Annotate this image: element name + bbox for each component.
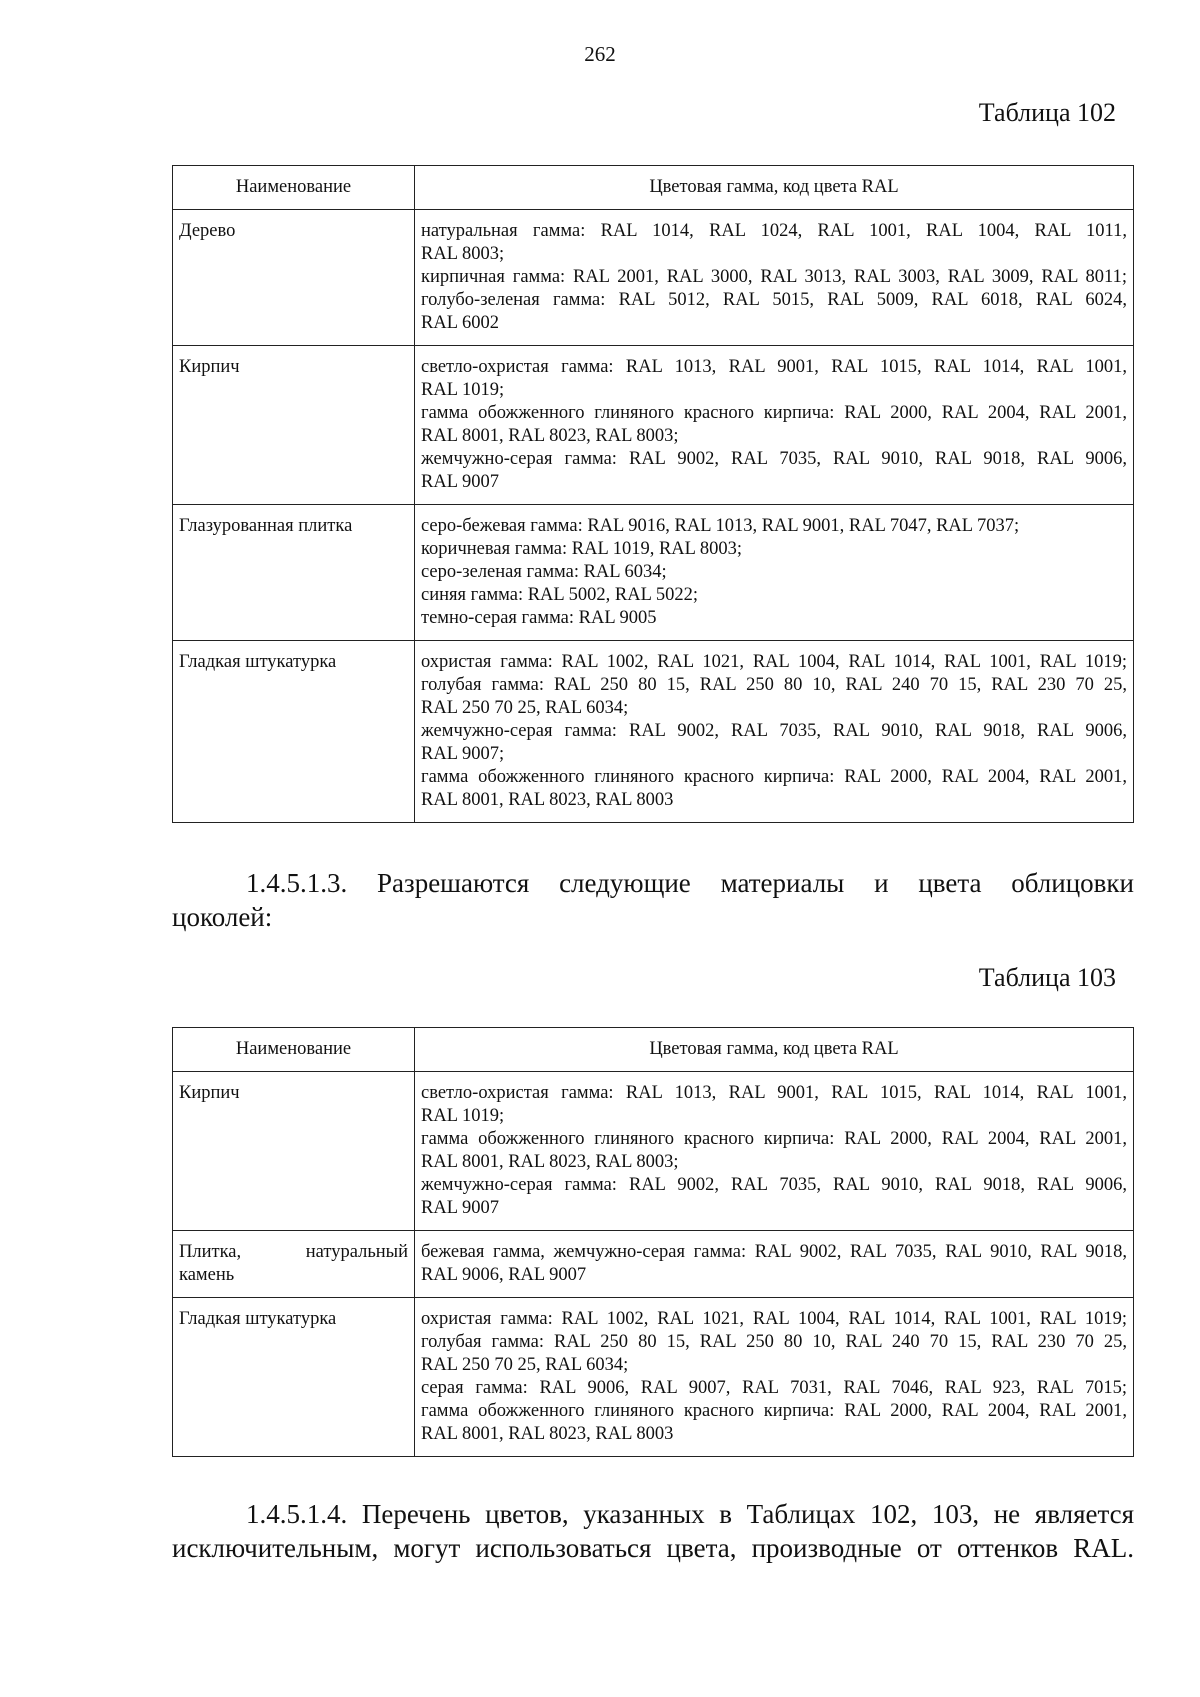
- paragraph-1-4-5-1-3: [172, 866, 1134, 934]
- color-line: RAL 1019;: [421, 1106, 505, 1126]
- row-name: Кирпич: [173, 1072, 415, 1231]
- color-line: RAL 8001, RAL 8023, RAL 8003;: [421, 426, 679, 446]
- color-line: RAL 6002: [421, 313, 499, 333]
- color-line: голубая гамма: RAL 250 80 15, RAL 250 80 10, RAL 240 70 15, RAL 230 70 25,: [421, 1332, 1127, 1352]
- table-header-row: [173, 166, 1134, 210]
- color-line: RAL 9006, RAL 9007: [421, 1265, 587, 1285]
- row-name: Кирпич: [173, 346, 415, 505]
- color-line: натуральная гамма: RAL 1014, RAL 1024, RAL 1001, RAL 1004, RAL 1011,: [421, 221, 1127, 241]
- row-name: Дерево: [173, 210, 415, 346]
- color-line: голубая гамма: RAL 250 80 15, RAL 250 80 10, RAL 240 70 15, RAL 230 70 25,: [421, 675, 1127, 695]
- paragraph-line: 1.4.5.1.4. Перечень цветов, указанных в Таблицах 102, 103, не является: [246, 1499, 1134, 1529]
- color-line: синяя гамма: RAL 5002, RAL 5022;: [421, 585, 698, 605]
- column-header-colors: Цветовая гамма, код цвета RAL: [415, 166, 1134, 210]
- table-103: [172, 1027, 1134, 1457]
- row-name: Глазурованная плитка: [173, 505, 415, 641]
- color-line: RAL 1019;: [421, 380, 505, 400]
- row-name-line: камень: [179, 1265, 235, 1285]
- color-line: гамма обожженного глиняного красного кирпича: RAL 2000, RAL 2004, RAL 2001,: [421, 767, 1127, 787]
- color-line: жемчужно-серая гамма: RAL 9002, RAL 7035, RAL 9010, RAL 9018, RAL 9006,: [421, 1175, 1127, 1195]
- color-line: кирпичная гамма: RAL 2001, RAL 3000, RAL 3013, RAL 3003, RAL 3009, RAL 8011;: [421, 267, 1127, 287]
- color-line: охристая гамма: RAL 1002, RAL 1021, RAL 1004, RAL 1014, RAL 1001, RAL 1019;: [421, 1309, 1127, 1329]
- table-header-row: [173, 1028, 1134, 1072]
- row-name-line: Плитка, натуральный: [179, 1242, 408, 1262]
- column-header-colors: Цветовая гамма, код цвета RAL: [415, 1028, 1134, 1072]
- color-line: RAL 9007;: [421, 744, 505, 764]
- table-row: [173, 1072, 1134, 1231]
- row-name: [173, 1231, 415, 1298]
- row-name: Гладкая штукатурка: [173, 641, 415, 823]
- paragraph-line: цоколей:: [172, 902, 273, 932]
- paragraph-1-4-5-1-4: [172, 1497, 1134, 1565]
- table-row: [173, 346, 1134, 505]
- row-colors: [415, 210, 1134, 346]
- row-colors: [415, 1298, 1134, 1457]
- color-line: темно-серая гамма: RAL 9005: [421, 608, 657, 628]
- color-line: RAL 8001, RAL 8023, RAL 8003: [421, 1424, 674, 1444]
- color-line: серо-бежевая гамма: RAL 9016, RAL 1013, RAL 9001, RAL 7047, RAL 7037;: [421, 516, 1020, 536]
- color-line: коричневая гамма: RAL 1019, RAL 8003;: [421, 539, 743, 559]
- color-line: светло-охристая гамма: RAL 1013, RAL 9001, RAL 1015, RAL 1014, RAL 1001,: [421, 357, 1127, 377]
- paragraph-line: исключительным, могут использоваться цвета, производные от оттенков RAL.: [172, 1533, 1134, 1563]
- column-header-name: Наименование: [173, 1028, 415, 1072]
- color-line: RAL 9007: [421, 1198, 499, 1218]
- color-line: голубо-зеленая гамма: RAL 5012, RAL 5015, RAL 5009, RAL 6018, RAL 6024,: [421, 290, 1127, 310]
- table-102-caption: Таблица 102: [978, 98, 1116, 127]
- color-line: серо-зеленая гамма: RAL 6034;: [421, 562, 667, 582]
- color-line: RAL 250 70 25, RAL 6034;: [421, 1355, 629, 1375]
- page-number: 262: [584, 42, 616, 66]
- row-colors: [415, 505, 1134, 641]
- color-line: RAL 250 70 25, RAL 6034;: [421, 698, 629, 718]
- row-colors: [415, 1072, 1134, 1231]
- row-colors: [415, 641, 1134, 823]
- color-line: RAL 8003;: [421, 244, 505, 264]
- table-102: [172, 165, 1134, 823]
- table-row: [173, 1298, 1134, 1457]
- color-line: гамма обожженного глиняного красного кирпича: RAL 2000, RAL 2004, RAL 2001,: [421, 403, 1127, 423]
- table-row: [173, 1231, 1134, 1298]
- table-row: [173, 505, 1134, 641]
- color-line: светло-охристая гамма: RAL 1013, RAL 9001, RAL 1015, RAL 1014, RAL 1001,: [421, 1083, 1127, 1103]
- color-line: бежевая гамма, жемчужно-серая гамма: RAL 9002, RAL 7035, RAL 9010, RAL 9018,: [421, 1242, 1127, 1262]
- row-colors: [415, 346, 1134, 505]
- color-line: жемчужно-серая гамма: RAL 9002, RAL 7035, RAL 9010, RAL 9018, RAL 9006,: [421, 721, 1127, 741]
- color-line: гамма обожженного глиняного красного кирпича: RAL 2000, RAL 2004, RAL 2001,: [421, 1129, 1127, 1149]
- row-colors: [415, 1231, 1134, 1298]
- color-line: охристая гамма: RAL 1002, RAL 1021, RAL 1004, RAL 1014, RAL 1001, RAL 1019;: [421, 652, 1127, 672]
- color-line: гамма обожженного глиняного красного кирпича: RAL 2000, RAL 2004, RAL 2001,: [421, 1401, 1127, 1421]
- table-row: [173, 210, 1134, 346]
- paragraph-line: 1.4.5.1.3. Разрешаются следующие материалы и цвета облицовки: [246, 868, 1134, 898]
- color-line: RAL 8001, RAL 8023, RAL 8003: [421, 790, 674, 810]
- table-row: [173, 641, 1134, 823]
- row-name: Гладкая штукатурка: [173, 1298, 415, 1457]
- color-line: RAL 9007: [421, 472, 499, 492]
- table-103-caption: Таблица 103: [978, 963, 1116, 992]
- color-line: жемчужно-серая гамма: RAL 9002, RAL 7035, RAL 9010, RAL 9018, RAL 9006,: [421, 449, 1127, 469]
- color-line: серая гамма: RAL 9006, RAL 9007, RAL 7031, RAL 7046, RAL 923, RAL 7015;: [421, 1378, 1127, 1398]
- color-line: RAL 8001, RAL 8023, RAL 8003;: [421, 1152, 679, 1172]
- column-header-name: Наименование: [173, 166, 415, 210]
